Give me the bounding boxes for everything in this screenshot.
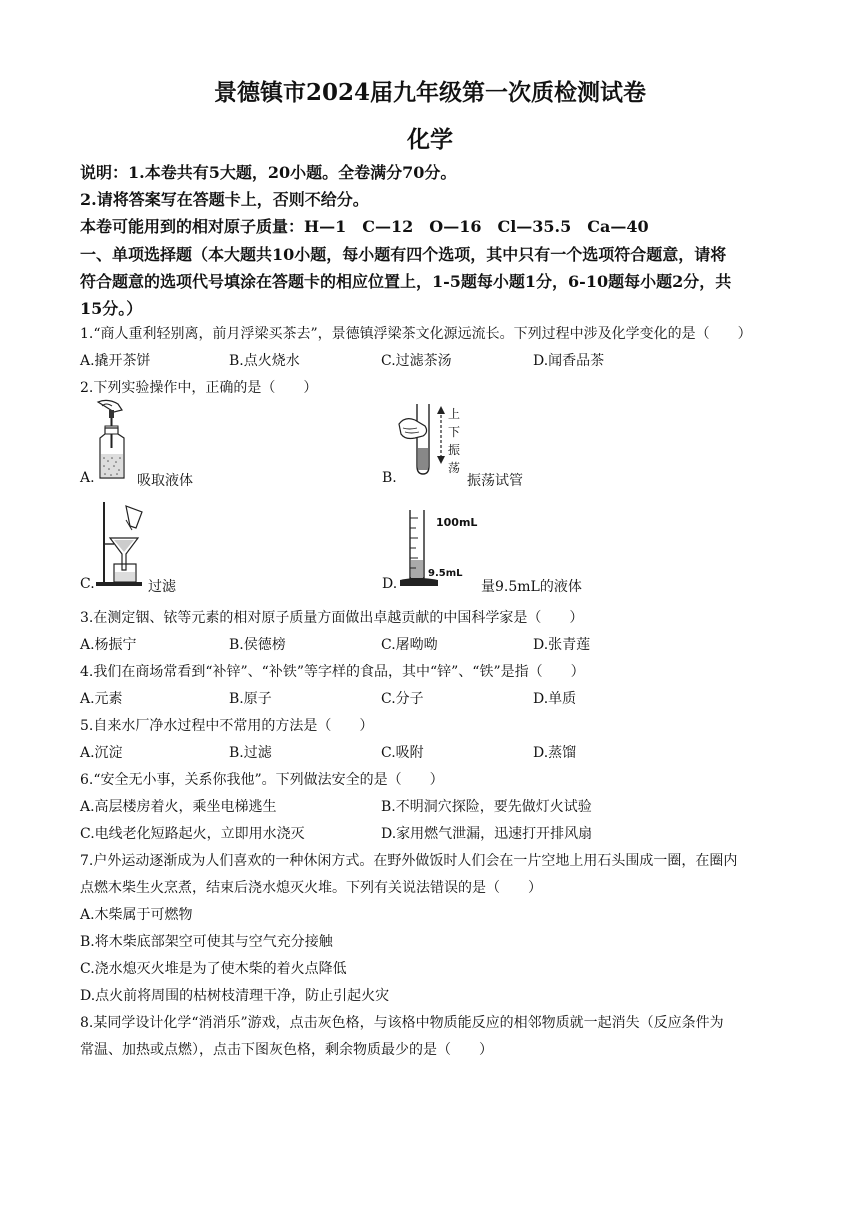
q2-option-d-caption: 量9.5mL的液体 — [481, 579, 582, 595]
question-5-stem: 5.自来水厂净水过程中不常用的方法是（ ） — [80, 718, 374, 734]
fig-label-100ml: 100mL — [436, 516, 478, 529]
q5-option-b: B.过滤 — [229, 745, 272, 761]
q2-option-c-letter: C. — [80, 576, 95, 592]
question-7-stem-line-1: 7.户外运动逐渐成为人们喜欢的一种休闲方式。在野外做饭时人们会在一片空地上用石头围成一圈，在圈内 — [80, 853, 738, 869]
figure-dropper-in-bottle — [92, 398, 132, 480]
q2-option-c-caption: 过滤 — [148, 579, 176, 595]
q7-option-a: A.木柴属于可燃物 — [80, 907, 193, 923]
section-heading-line-1: 一、单项选择题（本大题共10小题，每小题有四个选项，其中只有一个选项符合题意，请将 — [80, 245, 727, 264]
figure-shaking-test-tube — [395, 400, 467, 482]
fig-label-up: 上 — [448, 407, 461, 421]
note-2: 2.请将答案写在答题卡上，否则不给分。 — [80, 190, 369, 209]
q1-option-c: C.过滤茶汤 — [381, 353, 452, 369]
q5-option-a: A.沉淀 — [80, 745, 123, 761]
q1-option-d: D.闻香品茶 — [533, 353, 605, 369]
q6-option-a: A.高层楼房着火，乘坐电梯逃生 — [80, 799, 277, 815]
note-atomic-masses: 本卷可能用到的相对原子质量：H—1 C—12 O—16 Cl—35.5 Ca—40 — [80, 217, 649, 236]
question-8-stem-line-2: 常温、加热或点燃），点击下图灰色格，剩余物质最少的是（ ） — [80, 1042, 493, 1058]
question-6-stem: 6.“安全无小事，关系你我他”。下列做法安全的是（ ） — [80, 772, 444, 788]
question-3-stem: 3.在测定铟、铱等元素的相对原子质量方面做出卓越贡献的中国科学家是（ ） — [80, 610, 584, 626]
q3-option-a: A.杨振宁 — [80, 637, 137, 653]
q2-option-b-caption: 振荡试管 — [467, 473, 523, 489]
fig-label-9-5ml: 9.5mL — [428, 568, 463, 579]
section-heading-line-3: 15分。） — [80, 299, 143, 318]
q6-option-c: C.电线老化短路起火，立即用水浇灭 — [80, 826, 305, 842]
q7-option-b: B.将木柴底部架空可使其与空气充分接触 — [80, 934, 333, 950]
q1-option-b: B.点火烧水 — [229, 353, 300, 369]
subject-title: 化学 — [407, 126, 453, 153]
q4-option-d: D.单质 — [533, 691, 577, 707]
q2-option-a-caption: 吸取液体 — [137, 473, 193, 489]
section-heading-line-2: 符合题意的选项代号填涂在答题卡的相应位置上，1-5题每小题1分，6-10题每小题2分，共 — [80, 272, 732, 291]
fig-label-down: 下 — [448, 425, 461, 439]
q2-option-a-letter: A. — [80, 470, 95, 486]
q6-option-b: B.不明洞穴探险，要先做灯火试验 — [381, 799, 592, 815]
q5-option-c: C.吸附 — [381, 745, 424, 761]
q4-option-b: B.原子 — [229, 691, 272, 707]
q6-option-d: D.家用燃气泄漏，迅速打开排风扇 — [381, 826, 593, 842]
q2-option-d-letter: D. — [382, 576, 398, 592]
q7-option-d: D.点火前将周围的枯树枝清理干净，防止引起火灾 — [80, 988, 390, 1004]
figure-filtration-setup — [92, 500, 148, 588]
q4-option-a: A.元素 — [80, 691, 123, 707]
q3-option-b: B.侯德榜 — [229, 637, 286, 653]
question-4-stem: 4.我们在商场常看到“补锌”、“补铁”等字样的食品，其中“锌”、“铁”是指（ ） — [80, 664, 585, 680]
question-7-stem-line-2: 点燃木柴生火烹煮，结束后浇水熄灭火堆。下列有关说法错误的是（ ） — [80, 880, 542, 896]
q3-option-d: D.张青莲 — [533, 637, 591, 653]
q5-option-d: D.蒸馏 — [533, 745, 577, 761]
q7-option-c: C.浇水熄灭火堆是为了使木柴的着火点降低 — [80, 961, 347, 977]
q4-option-c: C.分子 — [381, 691, 424, 707]
q1-option-a: A.撬开茶饼 — [80, 353, 151, 369]
figure-measuring-cylinder — [398, 506, 482, 588]
question-8-stem-line-1: 8.某同学设计化学“消消乐”游戏，点击灰色格，与该格中物质能反应的相邻物质就一起消失（反应条件为 — [80, 1015, 724, 1031]
note-1: 说明：1.本卷共有5大题，20小题。全卷满分70分。 — [80, 163, 457, 182]
question-1-stem: 1.“商人重利轻别离，前月浮梁买茶去”，景德镇浮梁茶文化源远流长。下列过程中涉及化学变化的是（ ） — [80, 326, 752, 342]
fig-label-shake-2: 荡 — [448, 461, 461, 475]
q3-option-c: C.屠呦呦 — [381, 637, 438, 653]
question-2-stem: 2.下列实验操作中，正确的是（ ） — [80, 380, 318, 396]
exam-title: 景德镇市2024届九年级第一次质检测试卷 — [213, 79, 646, 106]
fig-label-shake-1: 振 — [448, 443, 461, 457]
q2-option-b-letter: B. — [382, 470, 397, 486]
